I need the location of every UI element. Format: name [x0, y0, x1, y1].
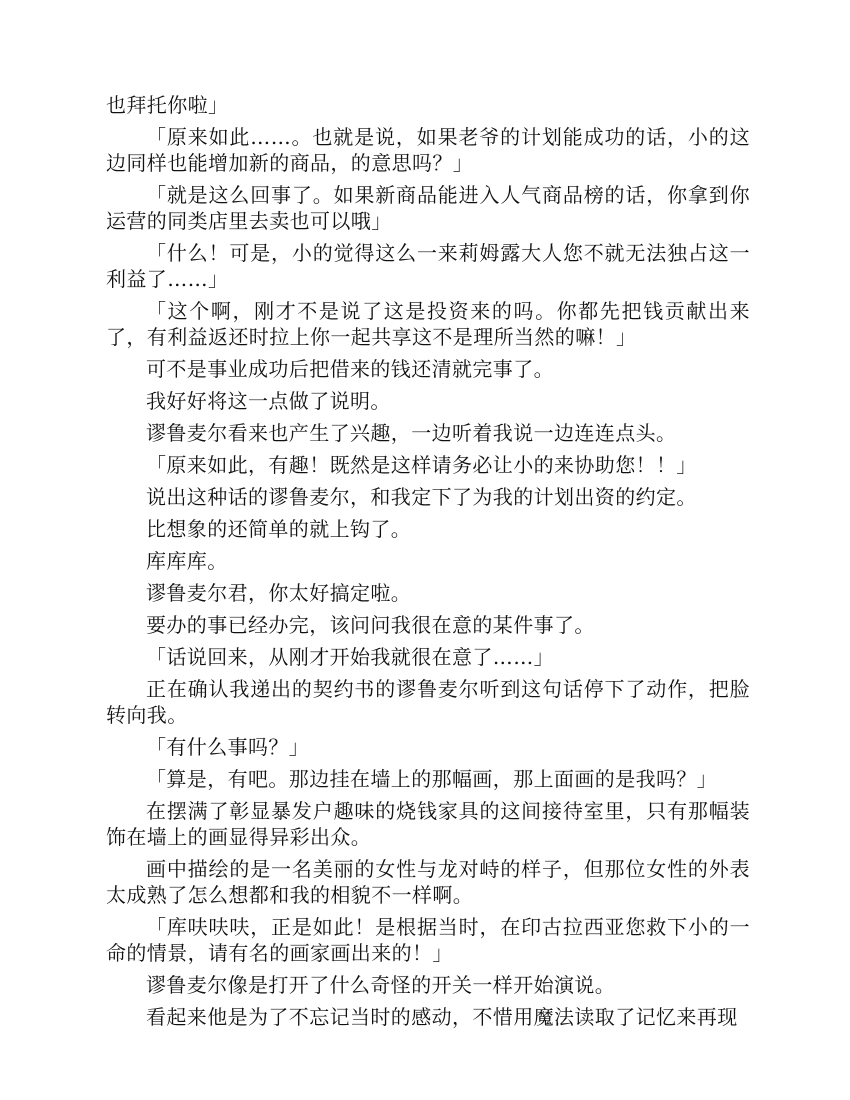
paragraph: 「有什么事吗？」 [146, 735, 310, 759]
paragraph: 说出这种话的谬鲁麦尔，和我定下了为我的计划出资的约定。 [146, 485, 697, 509]
document-page [106, 92, 750, 1036]
paragraph: 在摆满了彰显暴发户趣味的烧钱家具的这间接待室里，只有那幅装饰在墙上的画显得异彩出众。 [106, 799, 750, 849]
paragraph: 要办的事已经办完，该问问我很在意的某件事了。 [146, 613, 595, 637]
paragraph: 也拜托你啦」 [106, 93, 229, 117]
paragraph: 「什么！可是，小的觉得这么一来莉姆露大人您不就无法独占这一利益了……」 [106, 241, 750, 291]
paragraph: 库库库。 [146, 549, 228, 573]
paragraph: 「这个啊，刚才不是说了这是投资来的吗。你都先把钱贡献出来了，有利益返还时拉上你一起共享这不是理所当然的嘛！」 [106, 299, 750, 349]
paragraph: 「算是，有吧。那边挂在墙上的那幅画，那上面画的是我吗？」 [146, 767, 718, 791]
paragraph: 我好好将这一点做了说明。 [146, 389, 391, 413]
paragraph: 谬鲁麦尔像是打开了什么奇怪的开关一样开始演说。 [146, 973, 616, 997]
paragraph: 看起来他是为了不忘记当时的感动，不惜用魔法读取了记忆来再现 [146, 1005, 738, 1029]
paragraph: 谬鲁麦尔君，你太好搞定啦。 [146, 581, 412, 605]
paragraph: 正在确认我递出的契约书的谬鲁麦尔听到这句话停下了动作，把脸转向我。 [106, 677, 750, 727]
paragraph: 「就是这么回事了。如果新商品能进入人气商品榜的话，你拿到你运营的同类店里去卖也可以哦」 [106, 183, 750, 233]
paragraph: 「话说回来，从刚才开始我就很在意了……」 [146, 645, 554, 669]
paragraph: 「库呋呋呋，正是如此！是根据当时，在印古拉西亚您救下小的一命的情景，请有名的画家画出来的！」 [106, 915, 750, 965]
paragraph: 「原来如此，有趣！既然是这样请务必让小的来协助您！！」 [146, 453, 697, 477]
paragraph: 比想象的还简单的就上钩了。 [146, 517, 412, 541]
paragraph: 「原来如此……。也就是说，如果老爷的计划能成功的话，小的这边同样也能增加新的商品，的意思吗？」 [106, 125, 750, 175]
paragraph: 谬鲁麦尔看来也产生了兴趣，一边听着我说一边连连点头。 [146, 421, 677, 445]
paragraph: 可不是事业成功后把借来的钱还清就完事了。 [146, 357, 554, 381]
paragraph: 画中描绘的是一名美丽的女性与龙对峙的样子，但那位女性的外表太成熟了怎么想都和我的相貌不一样啊。 [106, 857, 750, 907]
